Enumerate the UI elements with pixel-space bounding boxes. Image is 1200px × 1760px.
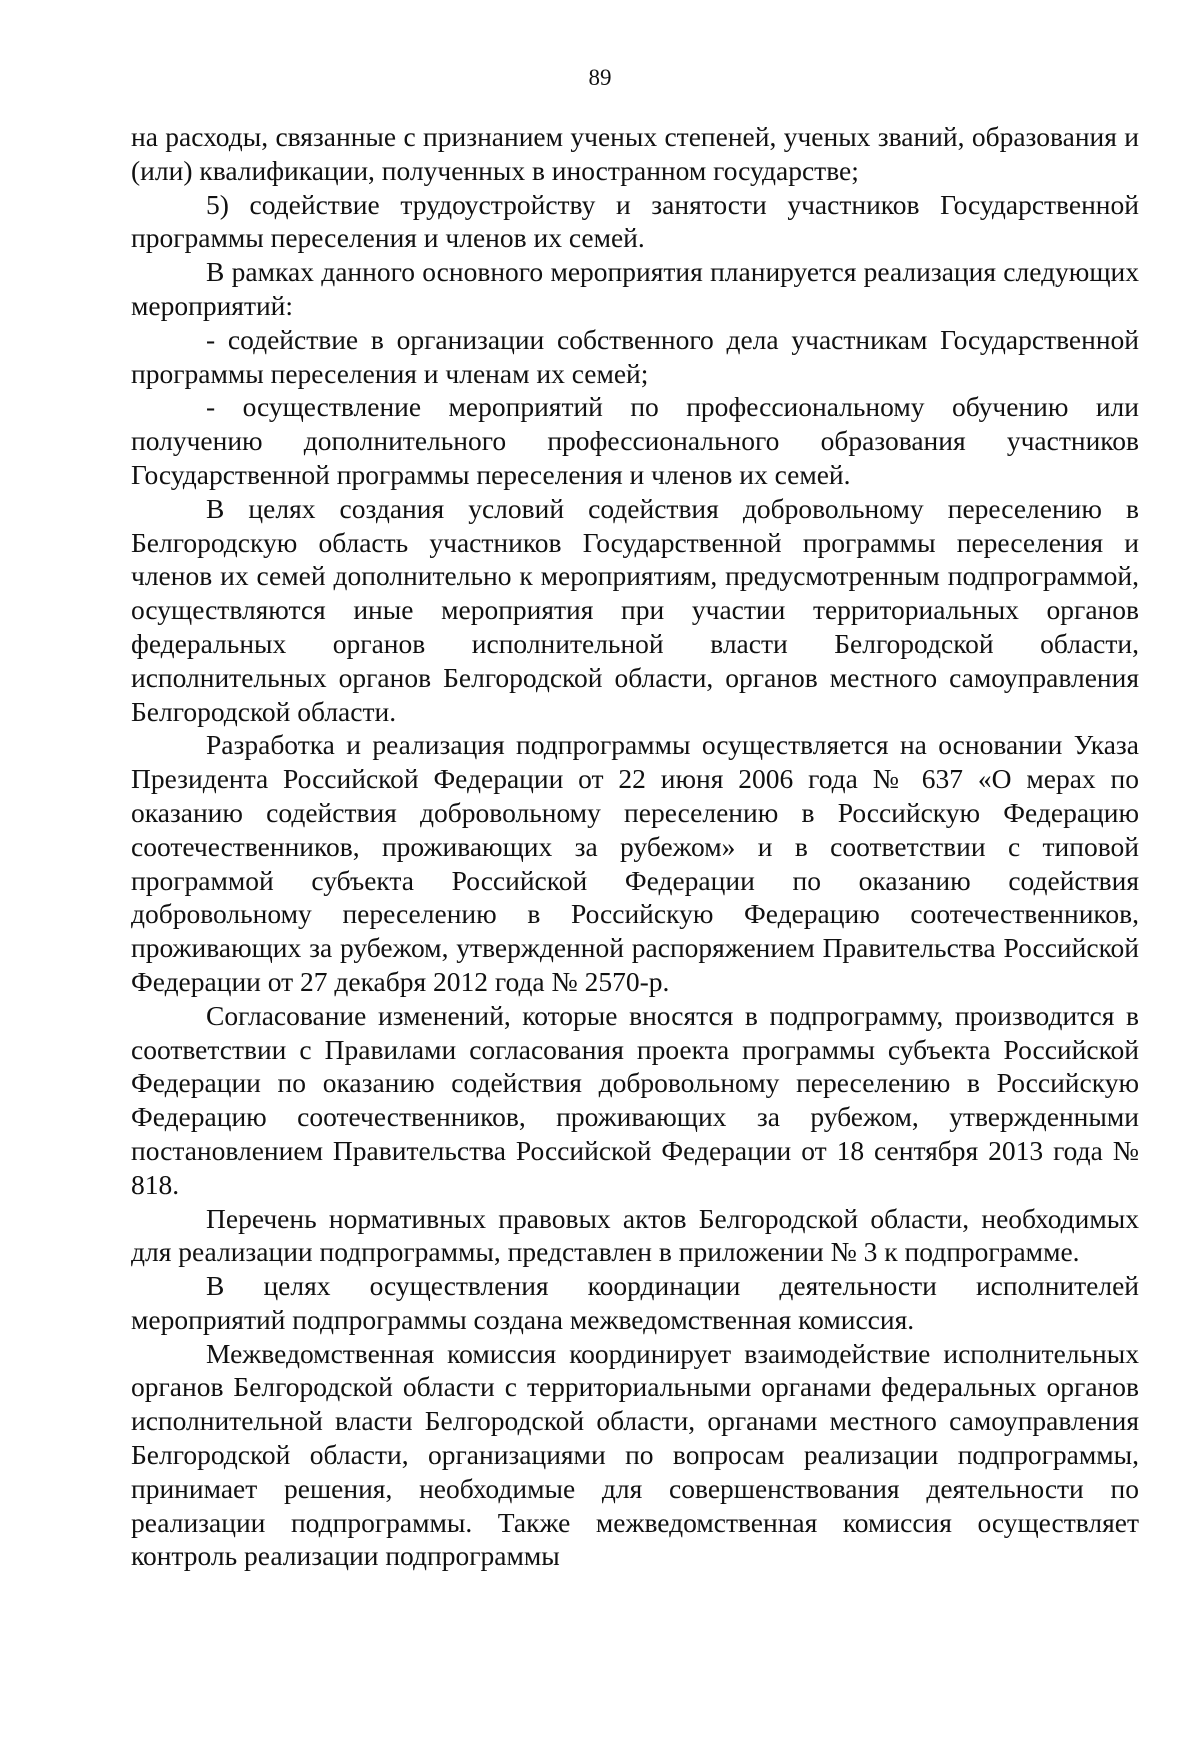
paragraph-7: Разработка и реализация подпрограммы осуществляется на основании Указа Президента Российской Федерации от 22 июня 2006 года № 637 «О мерах по оказанию содействия добровольному переселению в Российскую Федерацию соотечественников, проживающих за рубежом» и в соответствии с типовой программой субъекта Российской Федерации по оказанию содействия добровольному переселению в Российскую Федерацию соотечественников, проживающих за рубежом, утвержденной распоряжением Правительства Российской Федерации от 27 декабря 2012 года № 2570-р.	[131, 729, 1139, 997]
document-body	[131, 120, 1139, 1573]
paragraph-2: 5) содействие трудоустройству и занятости участников Государственной программы переселения и членов их семей.	[131, 188, 1139, 254]
page-number: 89	[588, 65, 612, 90]
paragraph-3: В рамках данного основного мероприятия планируется реализация следующих мероприятий:	[131, 256, 1139, 321]
paragraph-8: Согласование изменений, которые вносятся в подпрограмму, производится в соответствии с Правилами согласования проекта программы субъекта Российской Федерации по оказанию содействия добровольному переселению в Российскую Федерацию соотечественников, проживающих за рубежом, утвержденными постановлением Правительства Российской Федерации от 18 сентября 2013 года № 818.	[131, 999, 1139, 1200]
paragraph-1: на расходы, связанные с признанием ученых степеней, ученых званий, образования и (или) квалификации, полученных в иностранном государстве;	[131, 121, 1139, 186]
paragraph-6: В целях создания условий содействия добровольному переселению в Белгородскую область участников Государственной программы переселения и членов их семей дополнительно к мероприятиям, предусмотренным подпрограммой, осуществляются иные мероприятия при участии территориальных органов федеральных органов исполнительной власти Белгородской области, исполнительных органов Белгородской области, органов местного самоуправления Белгородской области.	[131, 492, 1139, 727]
paragraph-10: В целях осуществления координации деятельности исполнителей мероприятий подпрограммы создана межведомственная комиссия.	[131, 1270, 1139, 1335]
paragraph-9: Перечень нормативных правовых актов Белгородской области, необходимых для реализации подпрограммы, представлен в приложении № 3 к подпрограмме.	[131, 1202, 1139, 1268]
paragraph-4: - содействие в организации собственного дела участникам Государственной программы переселения и членам их семей;	[131, 323, 1139, 389]
paragraph-5: - осуществление мероприятий по профессиональному обучению или получению дополнительного профессионального образования участников Государственной программы переселения и членов их семей.	[131, 391, 1139, 490]
paragraph-11: Межведомственная комиссия координирует взаимодействие исполнительных органов Белгородской области с территориальными органами федеральных органов исполнительной власти Белгородской области, органами местного самоуправления Белгородской области, организациями по вопросам реализации подпрограммы, принимает решения, необходимые для совершенствования деятельности по реализации подпрограммы. Также межведомственная комиссия осуществляет контроль реализации подпрограммы	[131, 1337, 1139, 1572]
